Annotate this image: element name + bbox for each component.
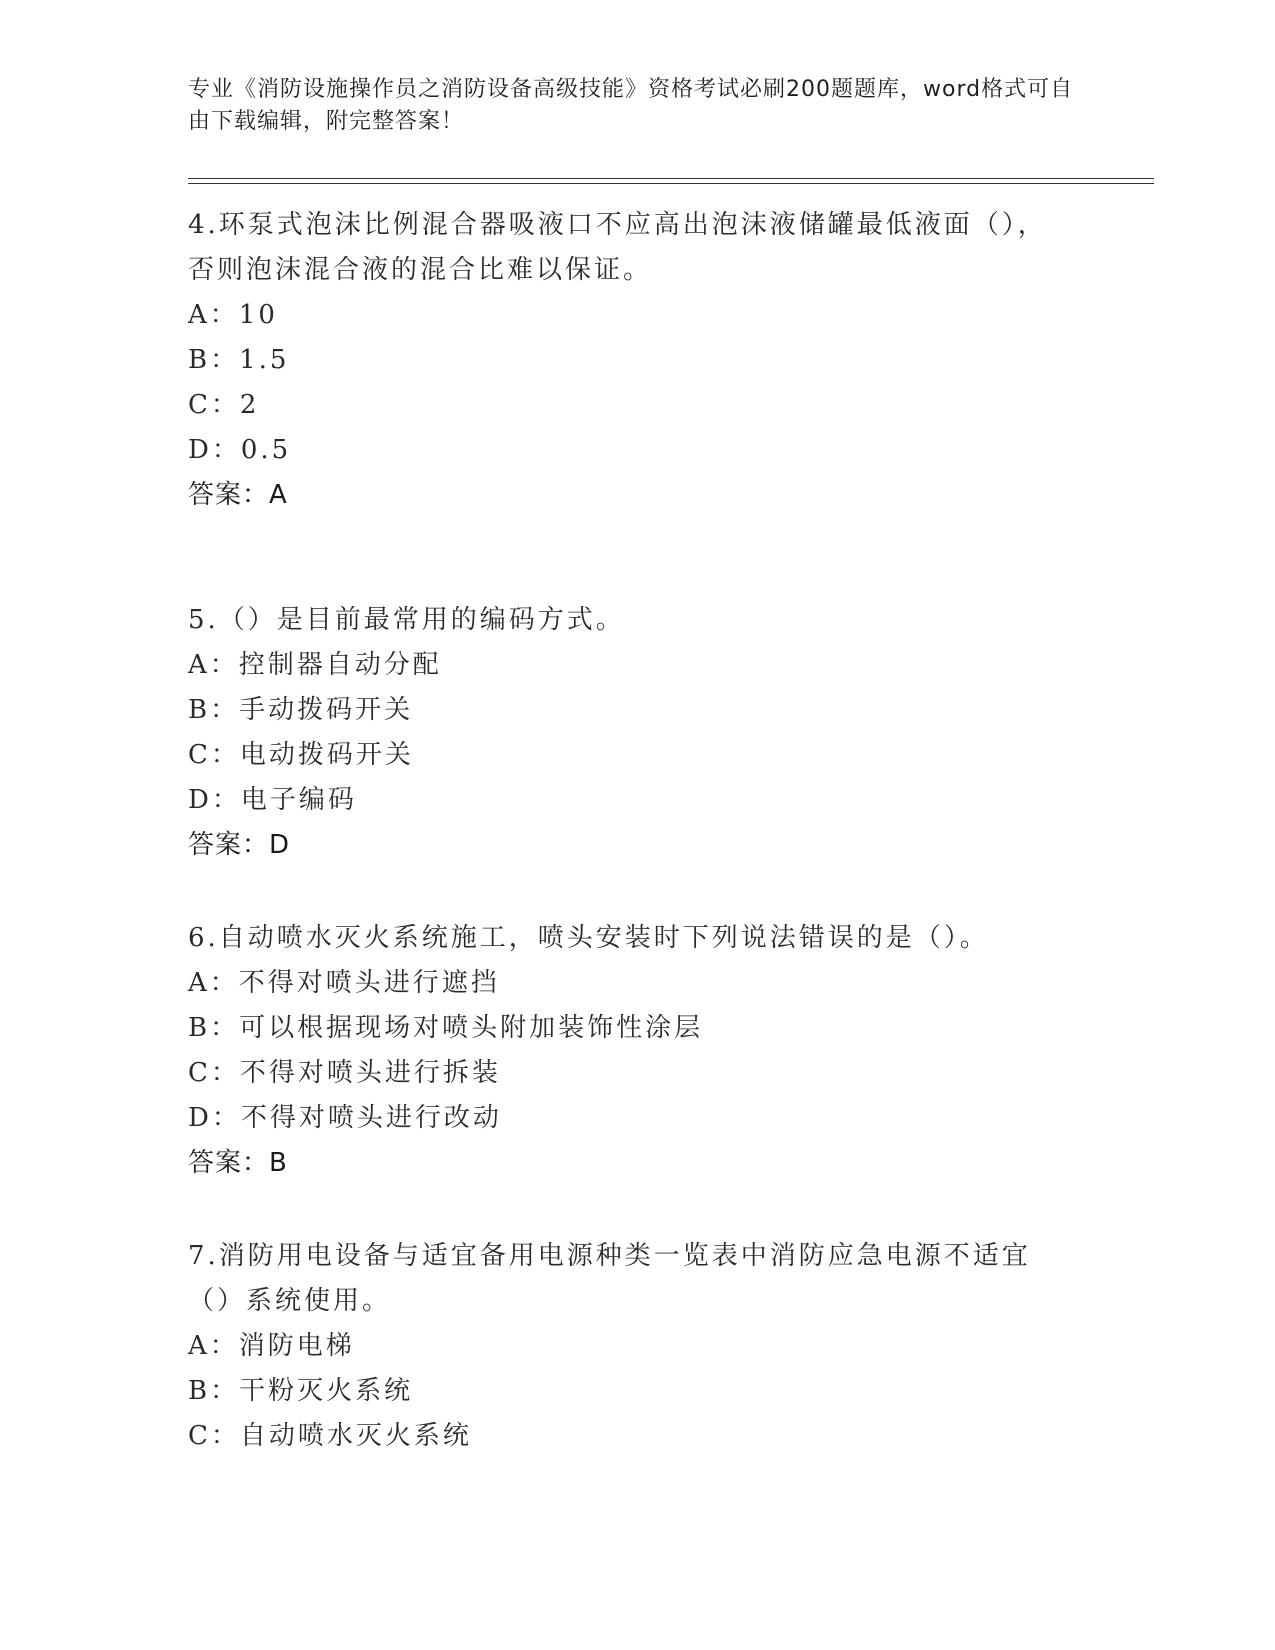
option-d: D：0.5 [188,435,292,465]
option-a: A：10 [188,300,278,330]
header-divider-bottom [188,183,1154,184]
question-4 [188,203,1068,518]
header-divider-top [188,178,1154,179]
question-stem: 5.（）是目前最常用的编码方式。 [188,605,625,635]
question-5 [188,598,1068,868]
option-d: D：不得对喷头进行改动 [188,1103,502,1133]
question-6 [188,916,1068,1186]
document-header [188,74,1078,138]
answer-label: 答案：A [188,480,288,510]
option-a: A：不得对喷头进行遮挡 [188,968,500,998]
option-b: B：干粉灭火系统 [188,1376,414,1406]
option-b: B：1.5 [188,345,290,375]
option-c: C：2 [188,390,260,420]
question-stem: 4.环泵式泡沫比例混合器吸液口不应高出泡沫液储罐最低液面（），否则泡沫混合液的混合比难以保证。 [188,210,1047,285]
option-a: A：控制器自动分配 [188,650,442,680]
question-stem: 6.自动喷水灭火系统施工，喷头安装时下列说法错误的是（）。 [188,923,989,953]
option-c: C：电动拨码开关 [188,740,414,770]
answer-label: 答案：D [188,830,291,860]
option-a: A：消防电梯 [188,1331,355,1361]
option-c: C：不得对喷头进行拆装 [188,1058,501,1088]
option-b: B：手动拨码开关 [188,695,414,725]
question-stem: 7.消防用电设备与适宜备用电源种类一览表中消防应急电源不适宜（）系统使用。 [188,1241,1031,1316]
option-d: D：电子编码 [188,785,357,815]
option-b: B：可以根据现场对喷头附加装饰性涂层 [188,1013,704,1043]
answer-label: 答案：B [188,1148,288,1178]
header-text: 专业《消防设施操作员之消防设备高级技能》资格考试必刷200题题库，word格式可自由下载编辑，附完整答案！ [188,77,1074,134]
option-c: C：自动喷水灭火系统 [188,1421,472,1451]
question-7 [188,1234,1068,1459]
